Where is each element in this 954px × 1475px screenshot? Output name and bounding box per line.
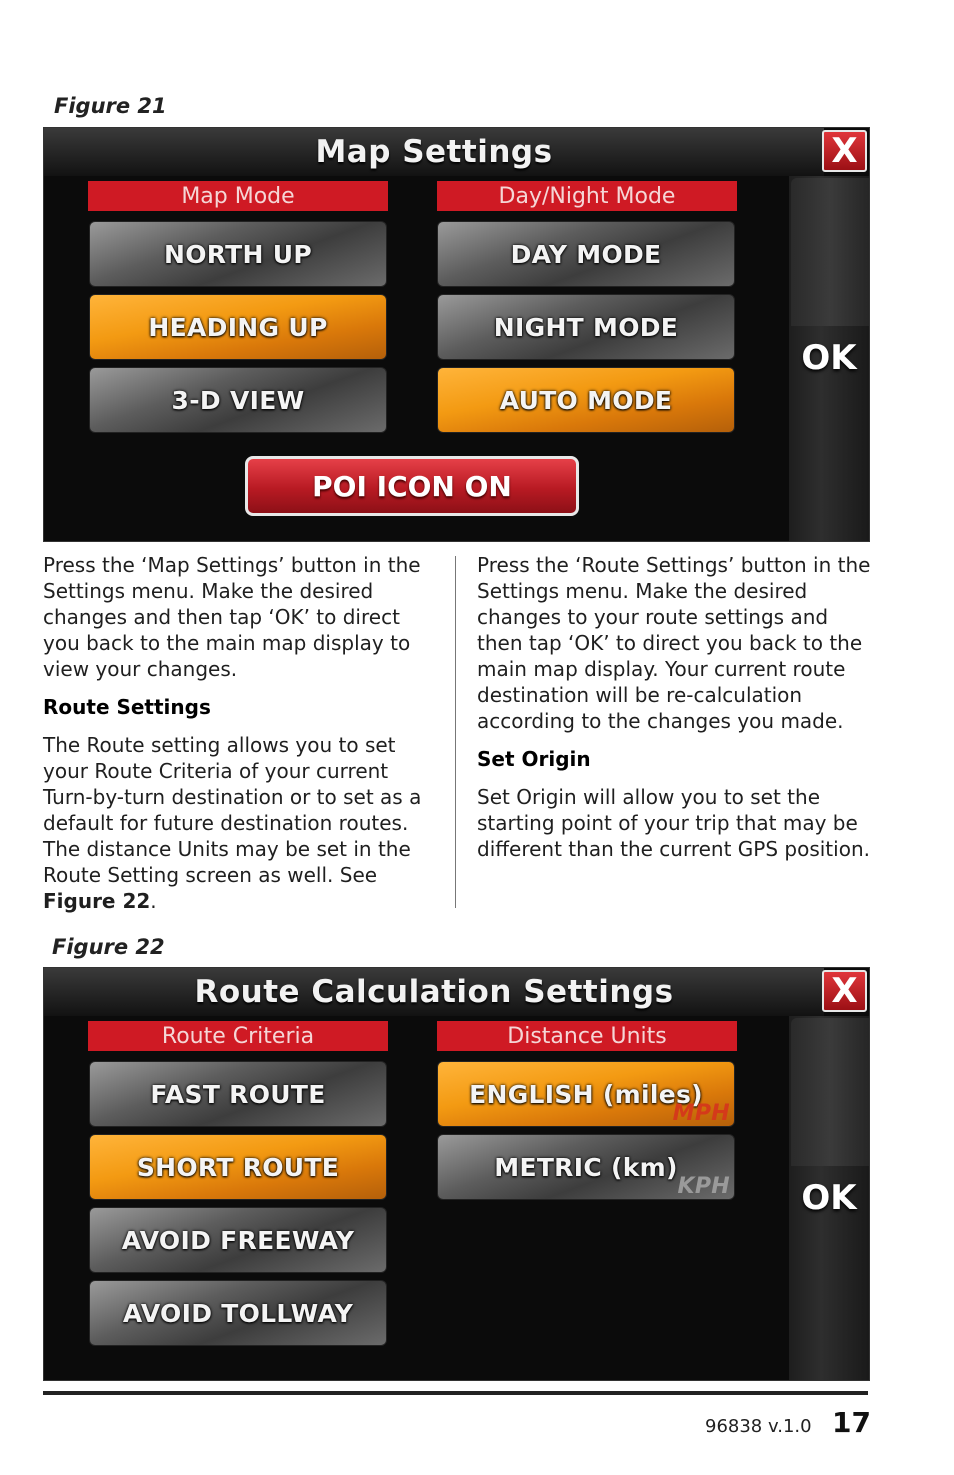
auto-mode-button[interactable]: AUTO MODE: [437, 367, 735, 433]
map-settings-title: Map Settings: [44, 128, 824, 176]
ok-button-top: [791, 1018, 869, 1166]
metric-km-button[interactable]: [437, 1134, 735, 1200]
heading-up-button[interactable]: HEADING UP: [89, 294, 387, 360]
close-button[interactable]: [822, 970, 867, 1012]
left-text-column: [43, 552, 441, 926]
avoid-freeway-button[interactable]: AVOID FREEWAY: [89, 1207, 387, 1273]
footer-rule: [43, 1391, 868, 1395]
map-settings-paragraph: Press the ‘Map Settings’ button in the Settings menu. Make the desired changes and then tap ‘OK’ to direct you back to the main map display to view your changes.: [43, 553, 421, 681]
route-settings-period: .: [150, 889, 157, 913]
metric-km-label: METRIC (km): [494, 1152, 678, 1182]
map-settings-screen: [43, 127, 870, 542]
ok-button[interactable]: [789, 1016, 869, 1380]
map-mode-header: Map Mode: [88, 181, 388, 211]
ok-label: OK: [801, 338, 857, 378]
close-button[interactable]: [822, 130, 867, 172]
figure-21-caption: Figure 21: [54, 94, 167, 118]
page-number: 17: [832, 1406, 871, 1439]
document-version: 96838 v.1.0: [705, 1416, 812, 1437]
3d-view-button[interactable]: 3-D VIEW: [89, 367, 387, 433]
route-settings-heading: Route Settings: [43, 695, 211, 719]
north-up-button[interactable]: NORTH UP: [89, 221, 387, 287]
short-route-button[interactable]: SHORT ROUTE: [89, 1134, 387, 1200]
fast-route-button[interactable]: FAST ROUTE: [89, 1061, 387, 1127]
day-mode-button[interactable]: DAY MODE: [437, 221, 735, 287]
set-origin-paragraph: Set Origin will allow you to set the starting point of your trip that may be different than the current GPS position.: [477, 785, 870, 861]
day-night-mode-header: Day/Night Mode: [437, 181, 737, 211]
figure-22-reference: Figure 22: [43, 889, 151, 913]
ok-label: OK: [801, 1178, 857, 1218]
column-divider: [455, 556, 456, 908]
route-settings-instructions: Press the ‘Route Settings’ button in the Settings menu. Make the desired changes to your route settings and then tap ‘OK’ to direct you back to the main map display. Your current route destination will be re-calculation according to the changes you made.: [477, 553, 871, 733]
route-settings-text: The Route setting allows you to set your Route Criteria of your current Turn-by-turn destination or to set as a default for future destination routes. The distance Units may be set in the Route Setting screen as well. See: [43, 733, 422, 887]
english-miles-button[interactable]: [437, 1061, 735, 1127]
route-calculation-settings-screen: [43, 967, 870, 1381]
mph-tag: MPH: [672, 1101, 730, 1126]
poi-icon-toggle[interactable]: POI ICON ON: [245, 456, 579, 516]
night-mode-button[interactable]: NIGHT MODE: [437, 294, 735, 360]
close-icon: X: [831, 131, 858, 171]
close-icon: X: [831, 971, 858, 1011]
set-origin-heading: Set Origin: [477, 747, 591, 771]
avoid-tollway-button[interactable]: AVOID TOLLWAY: [89, 1280, 387, 1346]
route-settings-paragraph: [43, 732, 441, 914]
distance-units-header: Distance Units: [437, 1021, 737, 1051]
english-miles-label: ENGLISH (miles): [469, 1079, 703, 1109]
route-settings-title: Route Calculation Settings: [44, 968, 824, 1016]
ok-button[interactable]: [789, 176, 869, 541]
right-text-column: [477, 552, 877, 874]
ok-button-top: [791, 178, 869, 326]
figure-22-caption: Figure 22: [52, 935, 165, 959]
route-criteria-header: Route Criteria: [88, 1021, 388, 1051]
kph-tag: KPH: [677, 1174, 730, 1199]
